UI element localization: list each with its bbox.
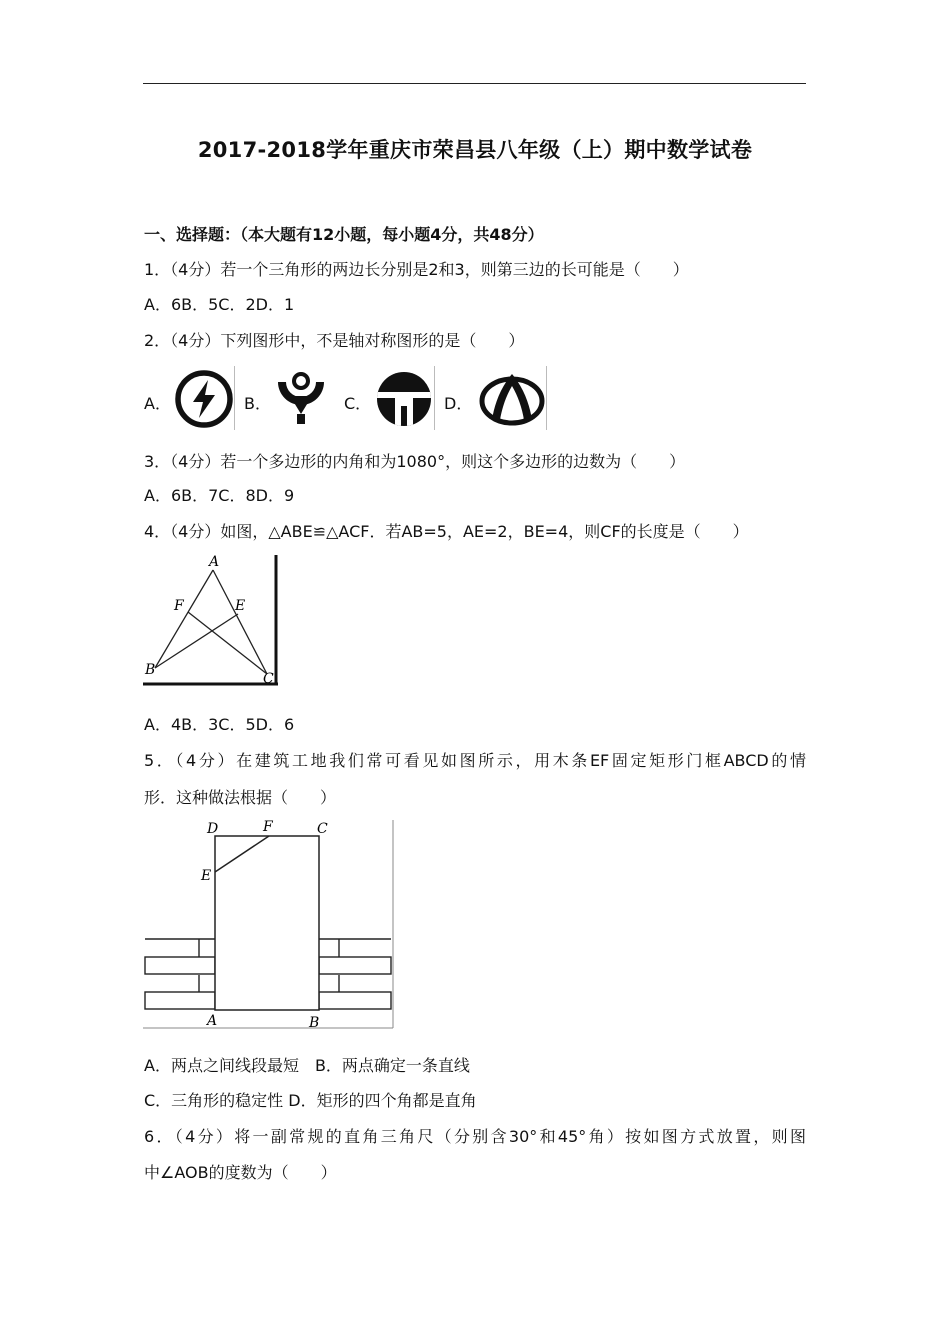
fig5-label-e: E (201, 868, 212, 884)
question-4-options: A．4B．3C．5D．6 (144, 715, 295, 734)
question-4-stem: 4．（4分）如图，△ABE≌△ACF．若AB=5，AE=2，BE=4，则CF的长度是（ ） (144, 522, 749, 541)
page-title: 2017-2018学年重庆市荣昌县八年级（上）期中数学试卷 (197, 138, 753, 162)
question-5-stem-line2: 形．这种做法根据（ ） (144, 788, 337, 807)
fig5-label-b: B (309, 1015, 320, 1031)
question-3-stem: 3．（4分）若一个多边形的内角和为1080°，则这个多边形的边数为（ ） (144, 452, 686, 471)
fig5-label-d: D (207, 821, 219, 837)
question-2-option-a-label: A． (144, 394, 171, 413)
question-2-option-b-label: B． (244, 394, 271, 413)
question-5-options-ab: A．两点之间线段最短 B．两点确定一条直线 (144, 1056, 470, 1075)
fig5-label-f: F (263, 819, 273, 835)
arch-emblem-logo-icon (478, 368, 546, 430)
circle-split-logo-icon (373, 368, 435, 430)
section-heading: 一、选择题：（本大题有12小题，每小题4分，共48分） (144, 225, 544, 244)
top-rule (143, 83, 806, 84)
question-2-option-c-label: C． (344, 394, 372, 413)
question-5-stem-line1: 5．（4分）在建筑工地我们常可看见如图所示，用木条EF固定矩形门框ABCD的情 (144, 751, 806, 770)
fig4-label-e: E (235, 598, 246, 614)
question-5-door-frame-figure (143, 818, 395, 1032)
question-5-options-cd: C．三角形的稳定性 D．矩形的四个角都是直角 (144, 1091, 477, 1110)
question-2-option-d-label: D． (444, 394, 473, 413)
question-3-options: A．6B．7C．8D．9 (144, 486, 295, 505)
question-1-options: A．6B．5C．2D．1 (144, 295, 295, 314)
question-6-stem-line2: 中∠AOB的度数为（ ） (144, 1163, 337, 1182)
fig4-label-c: C (263, 671, 274, 687)
cup-emblem-logo-icon (270, 368, 332, 430)
fig4-label-f: F (174, 598, 184, 614)
fig5-label-c: C (317, 821, 328, 837)
question-1-stem: 1．（4分）若一个三角形的两边长分别是2和3，则第三边的长可能是（ ） (144, 260, 689, 279)
fig4-label-a: A (209, 554, 220, 570)
fig4-label-b: B (145, 662, 156, 678)
question-4-triangle-figure (143, 552, 281, 688)
question-2-stem: 2．（4分）下列图形中，不是轴对称图形的是（ ） (144, 331, 525, 350)
lightning-bolt-logo-icon (173, 368, 235, 430)
question-6-stem-line1: 6．（4分）将一副常规的直角三角尺（分别含30°和45°角）按如图方式放置，则图 (144, 1127, 806, 1146)
fig5-label-a: A (207, 1013, 218, 1029)
